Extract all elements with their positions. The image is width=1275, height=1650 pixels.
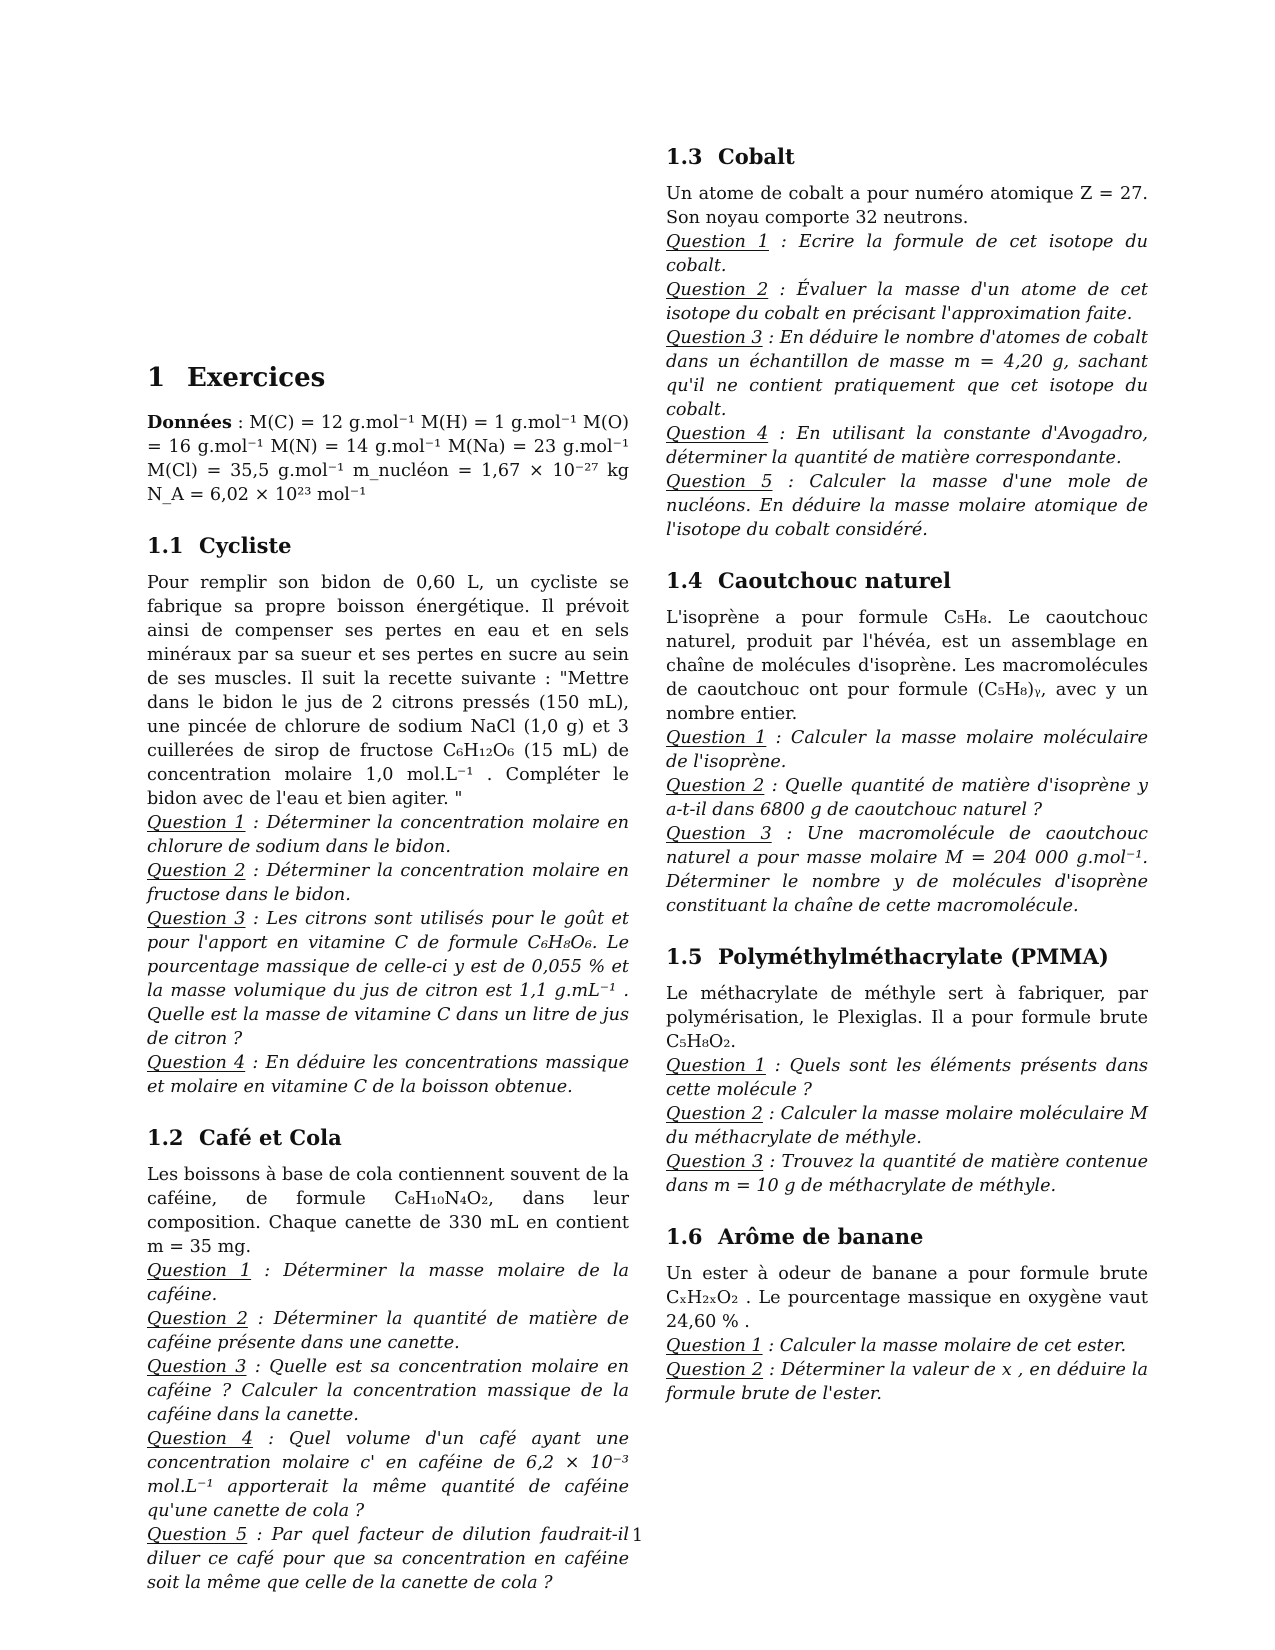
question [147,907,629,1051]
exercise-1-1 [147,533,629,1099]
question [666,1334,1148,1358]
question-text: : En déduire le nombre d'atomes de cobalt dans un échantillon de masse m = 4,20 g, sachant qu'il ne contient pratiquement que cet isotope du cobalt. [666,328,1148,420]
question-label: Question 1 [666,1336,763,1356]
exercise-number: 1.5 [666,944,703,969]
question-label: Question 3 [666,328,763,348]
exercise-1-5-statement: Le méthacrylate de méthyle sert à fabriquer, par polymérisation, le Plexiglas. Il a pour formule brute C₅H₈O₂. [666,984,1148,1052]
question-label: Question 2 [666,1104,763,1124]
question-label: Question 2 [147,861,246,881]
question-text: : En utilisant la constante d'Avogadro, déterminer la quantité de matière correspondante. [666,424,1149,468]
question-text: : Déterminer la quantité de matière de caféine présente dans une canette. [147,1309,629,1353]
question-label: Question 1 [147,1261,252,1281]
exercise-1-1-title [147,533,629,559]
question [147,811,629,859]
exercise-title-text: Cycliste [199,533,292,558]
question-text: : Les citrons sont utilisés pour le goût et pour l'apport en vitamine C de formule C₆H₈O₆. Le pourcentage massique de celle-ci y est de 0,055 % et la masse volumique du jus de citron est 1,1 g.mL⁻¹ . Quelle est la masse de vitamine C dans un litre de jus de citron ? [147,909,629,1049]
exercise-1-6 [666,1224,1148,1406]
question-text: : Déterminer la valeur de x , en déduire la formule brute de l'ester. [666,1360,1148,1404]
exercise-1-3 [666,144,1148,542]
question-text: : Déterminer la concentration molaire en fructose dans le bidon. [147,861,629,905]
question-text: : Quels sont les éléments présents dans cette molécule ? [666,1056,1149,1100]
question-text: : Quelle quantité de matière d'isoprène y a-t-il dans 6800 g de caoutchouc naturel ? [666,776,1148,820]
page-number: 1 [631,1526,644,1546]
question-text: : Calculer la masse molaire moléculaire de l'isoprène. [666,728,1148,772]
question-text: : En déduire les concentrations massique et molaire en vitamine C de la boisson obtenue. [147,1053,629,1097]
question-label: Question 1 [147,813,246,833]
question [666,774,1148,822]
question-label: Question 5 [666,472,773,492]
exercise-title-text: Cobalt [718,144,795,169]
question-label: Question 4 [147,1053,246,1073]
question-label: Question 4 [147,1429,254,1449]
question-label: Question 5 [147,1525,248,1545]
question [666,1102,1148,1150]
question [666,230,1148,278]
exercise-number: 1.4 [666,568,703,593]
question [147,1355,629,1427]
exercise-1-5-title [666,944,1148,970]
exercise-title-text: Arôme de banane [718,1224,924,1249]
donnees-block [147,411,629,507]
exercise-1-6-statement: Un ester à odeur de banane a pour formule brute CₓH₂ₓO₂ . Le pourcentage massique en oxygène vaut 24,60 % . [666,1264,1148,1332]
question-label: Question 1 [666,1056,766,1076]
donnees-paragraph [147,411,629,507]
exercise-number: 1.1 [147,533,184,558]
question-label: Question 1 [666,232,769,252]
exercise-1-1-statement: Pour remplir son bidon de 0,60 L, un cycliste se fabrique sa propre boisson énergétique. Il prévoit ainsi de compenser ses pertes en eau et en sels minéraux par sa sueur et ses pertes en sucre au sein de ses muscles. Il suit la recette suivante : "Mettre dans le bidon le jus de 2 citrons pressés (150 mL), une pincée de chlorure de sodium NaCl (1,0 g) et 3 cuillerées de sirop de fructose C₆H₁₂O₆ (15 mL) de concentration molaire 1,0 mol.L⁻¹ . Compléter le bidon avec de l'eau et bien agiter. " [147,573,629,809]
exercise-number: 1.2 [147,1125,184,1150]
exercise-title-text: Polyméthylméthacrylate (PMMA) [718,944,1109,969]
question-text: : Évaluer la masse d'un atome de cet isotope du cobalt en précisant l'approximation faite. [666,280,1148,324]
exercise-1-4-statement: L'isoprène a pour formule C₅H₈. Le caoutchouc naturel, produit par l'hévéa, est un assemblage en chaîne de molécules d'isoprène. Les macromolécules de caoutchouc ont pour formule (C₅H₈)ᵧ, avec y un nombre entier. [666,608,1148,724]
exercise-title-text: Café et Cola [199,1125,342,1150]
section-title [147,363,629,393]
left-column [147,363,629,1621]
exercise-1-6-title [666,1224,1148,1250]
exercise-number: 1.6 [666,1224,703,1249]
exercise-title-text: Caoutchouc naturel [718,568,951,593]
question-label: Question 4 [666,424,769,444]
exercise-1-4 [666,568,1148,918]
question-label: Question 2 [666,280,769,300]
exercise-1-3-title [666,144,1148,170]
question-text: : Une macromolécule de caoutchouc naturel a pour masse molaire M = 204 000 g.mol⁻¹. Déterminer le nombre y de molécules d'isoprène constituant la chaîne de cette macromolécule. [666,824,1148,916]
question-label: Question 2 [147,1309,248,1329]
question [666,1150,1148,1198]
question-text: : Quel volume d'un café ayant une concentration molaire c' en caféine de 6,2 × 10⁻³ mol.L⁻¹ apporterait la même quantité de caféine qu'une canette de cola ? [147,1429,629,1521]
question-label: Question 2 [666,1360,764,1380]
question [666,726,1148,774]
question [147,1051,629,1099]
question [147,859,629,907]
question [666,1054,1148,1102]
question [666,470,1148,542]
question-text: : Déterminer la concentration molaire en chlorure de sodium dans le bidon. [147,813,629,857]
question-label: Question 1 [666,728,767,748]
question-text: : Trouvez la quantité de matière contenue dans m = 10 g de méthacrylate de méthyle. [666,1152,1148,1196]
exercise-1-2 [147,1125,629,1595]
question-label: Question 3 [147,1357,247,1377]
question [666,422,1148,470]
question-text: : Calculer la masse molaire de cet ester. [762,1336,1127,1356]
right-column [666,144,1148,1432]
exercise-1-3-statement: Un atome de cobalt a pour numéro atomique Z = 27. Son noyau comporte 32 neutrons. [666,184,1148,228]
question-label: Question 3 [666,824,772,844]
question [147,1259,629,1307]
question-text: : Quelle est sa concentration molaire en caféine ? Calculer la concentration massique de la caféine dans la canette. [147,1357,629,1425]
question-label: Question 3 [666,1152,764,1172]
question [147,1307,629,1355]
question-text: : Calculer la masse molaire moléculaire M du méthacrylate de méthyle. [666,1104,1148,1148]
question-text: : Déterminer la masse molaire de la caféine. [147,1261,629,1305]
section-number: 1 [147,363,166,393]
question-label: Question 2 [666,776,765,796]
question [147,1427,629,1523]
question-label: Question 3 [147,909,246,929]
section-title-text: Exercices [187,363,326,393]
exercise-1-4-title [666,568,1148,594]
question-text: : Calculer la masse d'une mole de nucléons. En déduire la masse molaire atomique de l'isotope du cobalt considéré. [666,472,1148,540]
question [666,822,1148,918]
question [666,278,1148,326]
question [666,1358,1148,1406]
exercise-1-2-title [147,1125,629,1151]
exercise-number: 1.3 [666,144,703,169]
exercise-1-5 [666,944,1148,1198]
exercise-1-2-statement: Les boissons à base de cola contiennent souvent de la caféine, de formule C₈H₁₀N₄O₂, dans leur composition. Chaque canette de 330 mL en contient m = 35 mg. [147,1165,629,1257]
question-text: : Ecrire la formule de cet isotope du cobalt. [666,232,1148,276]
question-text: : Par quel facteur de dilution faudrait-il diluer ce café pour que sa concentration en caféine soit la même que celle de la canette de cola ? [147,1525,629,1593]
donnees-label: Données [147,412,232,433]
donnees-text: : M(C) = 12 g.mol⁻¹ M(H) = 1 g.mol⁻¹ M(O) = 16 g.mol⁻¹ M(N) = 14 g.mol⁻¹ M(Na) = 23 g.mol⁻¹ M(Cl) = 35,5 g.mol⁻¹ m_nucléon = 1,67 × 10⁻²⁷ kg N_A = 6,02 × 10²³ mol⁻¹ [147,413,629,505]
question [666,326,1148,422]
